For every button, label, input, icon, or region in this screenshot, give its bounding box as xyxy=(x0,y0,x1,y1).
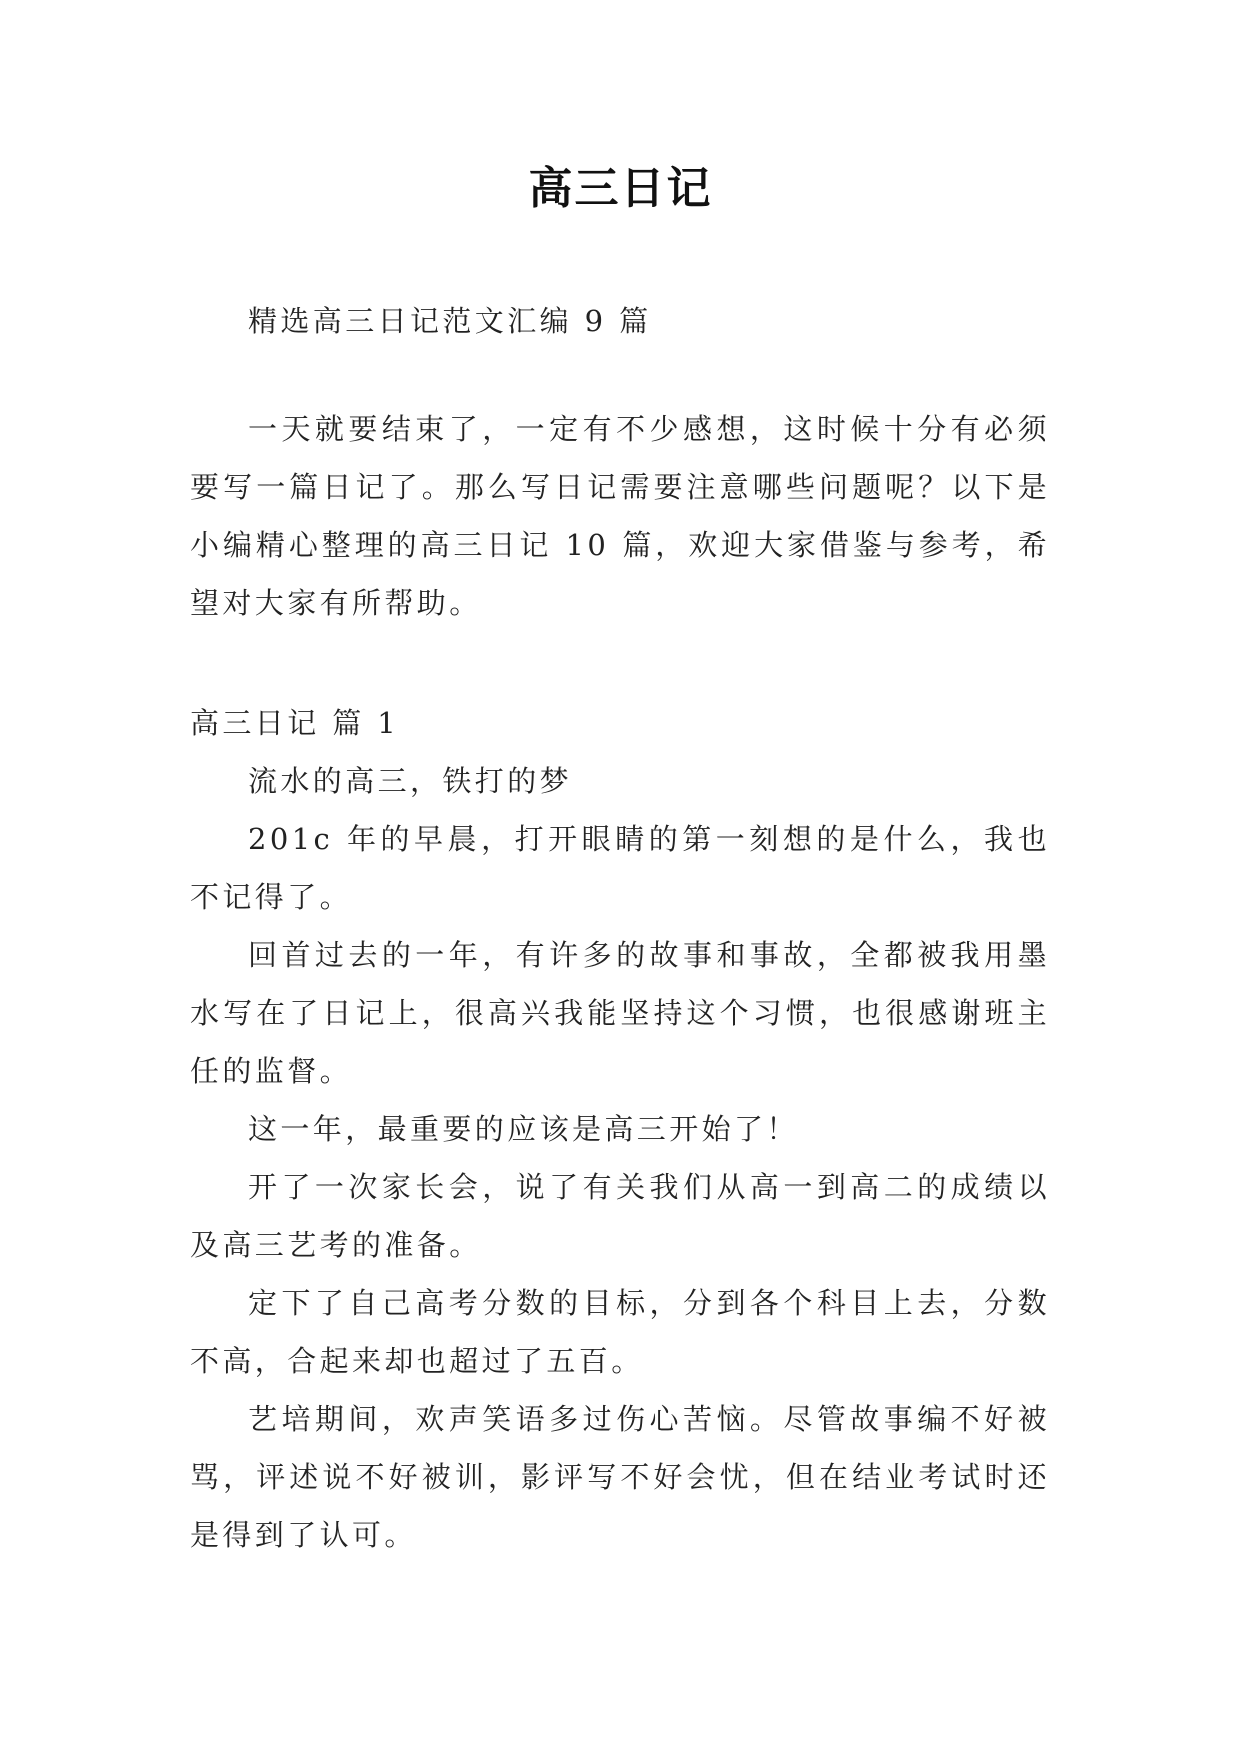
paragraph-3: 回首过去的一年，有许多的故事和事故，全都被我用墨水写在了日记上，很高兴我能坚持这个习惯，也很感谢班主任的监督。 xyxy=(190,938,1050,1088)
paragraph-2: 201c 年的早晨，打开眼睛的第一刻想的是什么，我也不记得了。 xyxy=(190,822,1050,914)
paragraph-5: 开了一次家长会，说了有关我们从高一到高二的成绩以及高三艺考的准备。 xyxy=(190,1170,1050,1262)
paragraph-4: 这一年，最重要的应该是高三开始了！ xyxy=(248,1112,799,1146)
intro-block xyxy=(190,400,1050,632)
paragraph-7: 艺培期间，欢声笑语多过伤心苦恼。尽管故事编不好被骂，评述说不好被训，影评写不好会忧，但在结业考试时还是得到了认可。 xyxy=(190,1402,1050,1552)
section-1 xyxy=(190,694,1050,1564)
paragraph-1: 流水的高三，铁打的梦 xyxy=(248,764,573,798)
document-subtitle: 精选高三日记范文汇编 9 篇 xyxy=(248,304,652,338)
section-heading: 高三日记 篇 1 xyxy=(190,706,400,740)
intro-paragraph: 一天就要结束了，一定有不少感想，这时候十分有必须要写一篇日记了。那么写日记需要注意哪些问题呢？以下是小编精心整理的高三日记 10 篇，欢迎大家借鉴与参考，希望对大家有所帮助。 xyxy=(190,412,1050,620)
paragraph-6: 定下了自己高考分数的目标，分到各个科目上去，分数不高，合起来却也超过了五百。 xyxy=(190,1286,1050,1378)
document-title: 高三日记 xyxy=(528,163,713,214)
